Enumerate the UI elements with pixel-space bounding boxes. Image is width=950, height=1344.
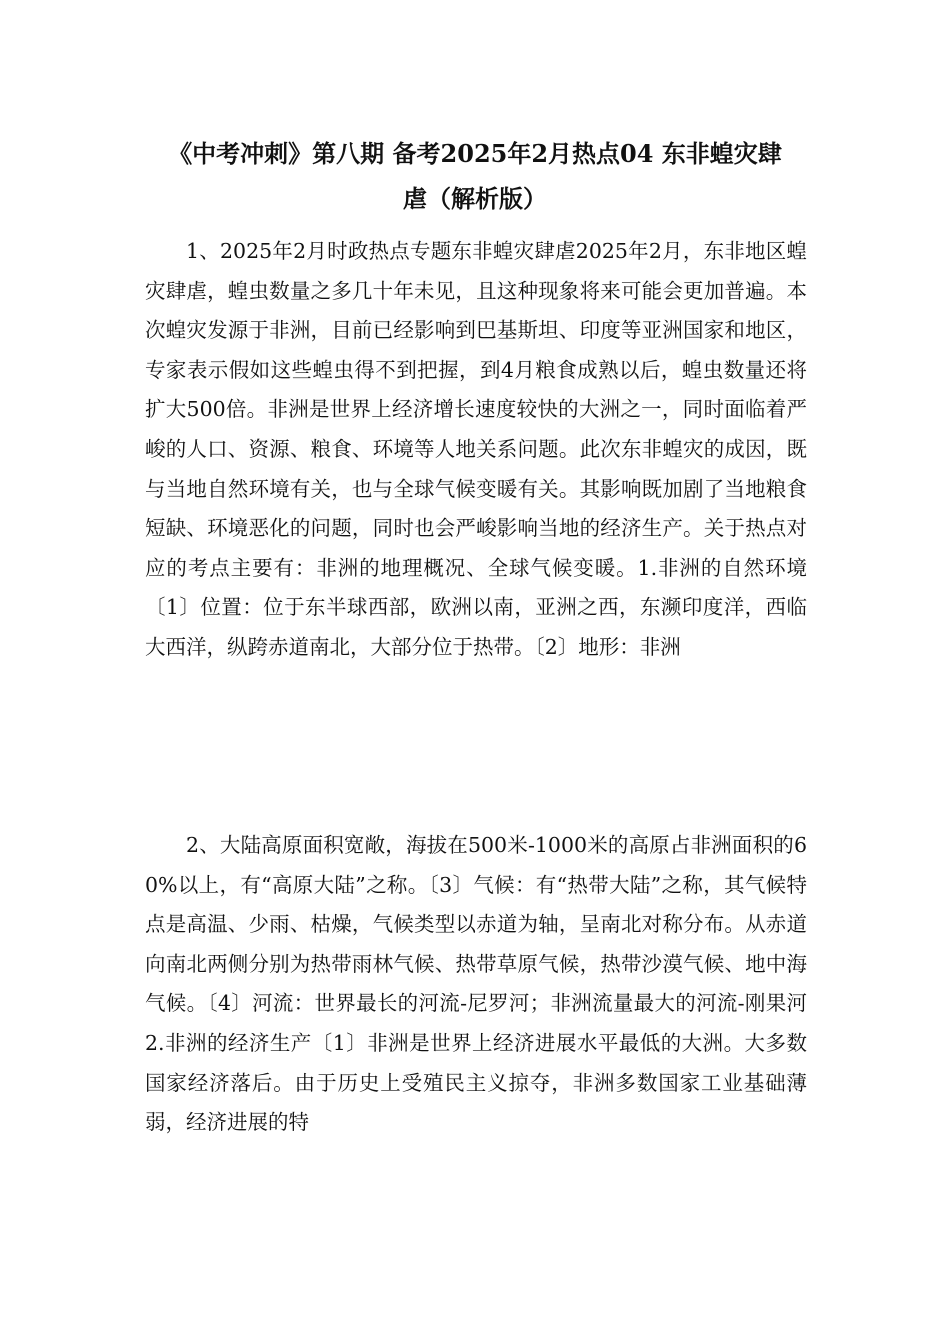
paragraph-2: 2、大陆高原面积宽敞，海拔在500米-1000米的高原占非洲面积的60%以上，有“高原大陆”之称。〔3〕气候：有“热带大陆”之称，其气候特点是高温、少雨、枯燥，气候类型以赤道为轴，呈南北对称分布。从赤道向南北两侧分别为热带雨林气候、热带草原气候，热带沙漠气候、地中海气候。〔4〕河流：世界最长的河流-尼罗河；非洲流量最大的河流-刚果河2.非洲的经济生产〔1〕非洲是世界上经济进展水平最低的大洲。大多数国家经济落后。由于历史上受殖民主义掠夺，非洲多数国家工业基础薄弱，经济进展的特 xyxy=(145,833,807,1135)
document-title-continued: 虐（解析版） xyxy=(403,184,547,213)
document-title: 《中考冲刺》第八期 备考2025年2月热点04 东非蝗灾肆 xyxy=(168,139,782,168)
paragraph-1: 1、2025年2月时政热点专题东非蝗灾肆虐2025年2月，东非地区蝗灾肆虐，蝗虫数量之多几十年未见，且这种现象将来可能会更加普遍。本次蝗灾发源于非洲，目前已经影响到巴基斯坦、印度等亚洲国家和地区，专家表示假如这些蝗虫得不到把握，到4月粮食成熟以后，蝗虫数量还将扩大500倍。非洲是世界上经济增长速度较快的大洲之一，同时面临着严峻的人口、资源、粮食、环境等人地关系问题。此次东非蝗灾的成因，既与当地自然环境有关，也与全球气候变暖有关。其影响既加剧了当地粮食短缺、环境恶化的问题，同时也会严峻影响当地的经济生产。关于热点对应的考点主要有：非洲的地理概况、全球气候变暖。1.非洲的自然环境〔1〕位置：位于东半球西部，欧洲以南，亚洲之西，东濒印度洋，西临大西洋，纵跨赤道南北，大部分位于热带。〔2〕地形：非洲 xyxy=(145,239,807,659)
